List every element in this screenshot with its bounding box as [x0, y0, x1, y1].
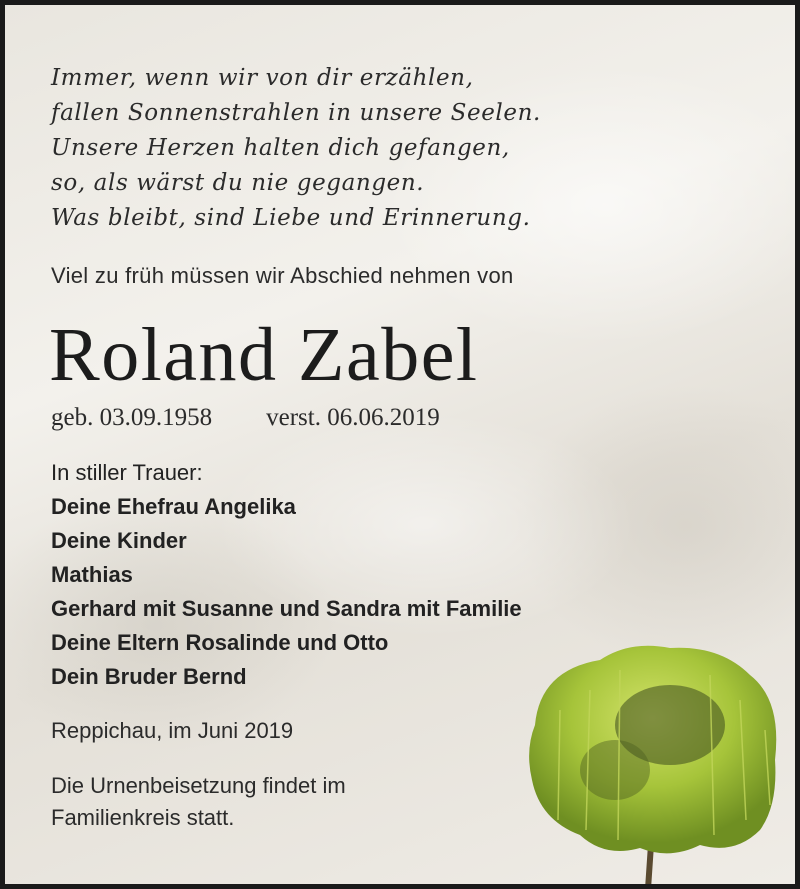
poem-line: so, als wärst du nie gegangen. [51, 170, 425, 196]
mourner: Deine Kinder [51, 528, 187, 553]
poem [51, 61, 541, 236]
poem-line: Immer, wenn wir von dir erzählen, [51, 65, 474, 91]
mourner: Mathias [51, 562, 133, 587]
poem-line: Unsere Herzen halten dich gefangen, [51, 135, 510, 161]
willow-tree-icon [520, 630, 790, 889]
burial-line: Familienkreis statt. [51, 805, 235, 830]
mourners-heading: In stiller Trauer: [51, 460, 203, 485]
birth-date: geb. 03.09.1958 [51, 404, 213, 431]
burial-line: Die Urnenbeisetzung findet im [51, 773, 346, 798]
deceased-name: Roland Zabel [49, 313, 479, 397]
mourner: Dein Bruder Bernd [51, 664, 247, 689]
poem-line: Was bleibt, sind Liebe und Erinnerung. [51, 205, 531, 231]
burial-note [51, 770, 346, 834]
mourner: Deine Ehefrau Angelika [51, 494, 296, 519]
life-dates [51, 404, 440, 432]
mourner: Gerhard mit Susanne und Sandra mit Familie [51, 596, 522, 621]
death-date: verst. 06.06.2019 [266, 404, 440, 431]
mourner: Deine Eltern Rosalinde und Otto [51, 630, 389, 655]
intro-text: Viel zu früh müssen wir Abschied nehmen von [51, 263, 514, 288]
mourners-list [51, 456, 522, 694]
place-date: Reppichau, im Juni 2019 [51, 718, 294, 743]
poem-line: fallen Sonnenstrahlen in unsere Seelen. [51, 100, 541, 126]
